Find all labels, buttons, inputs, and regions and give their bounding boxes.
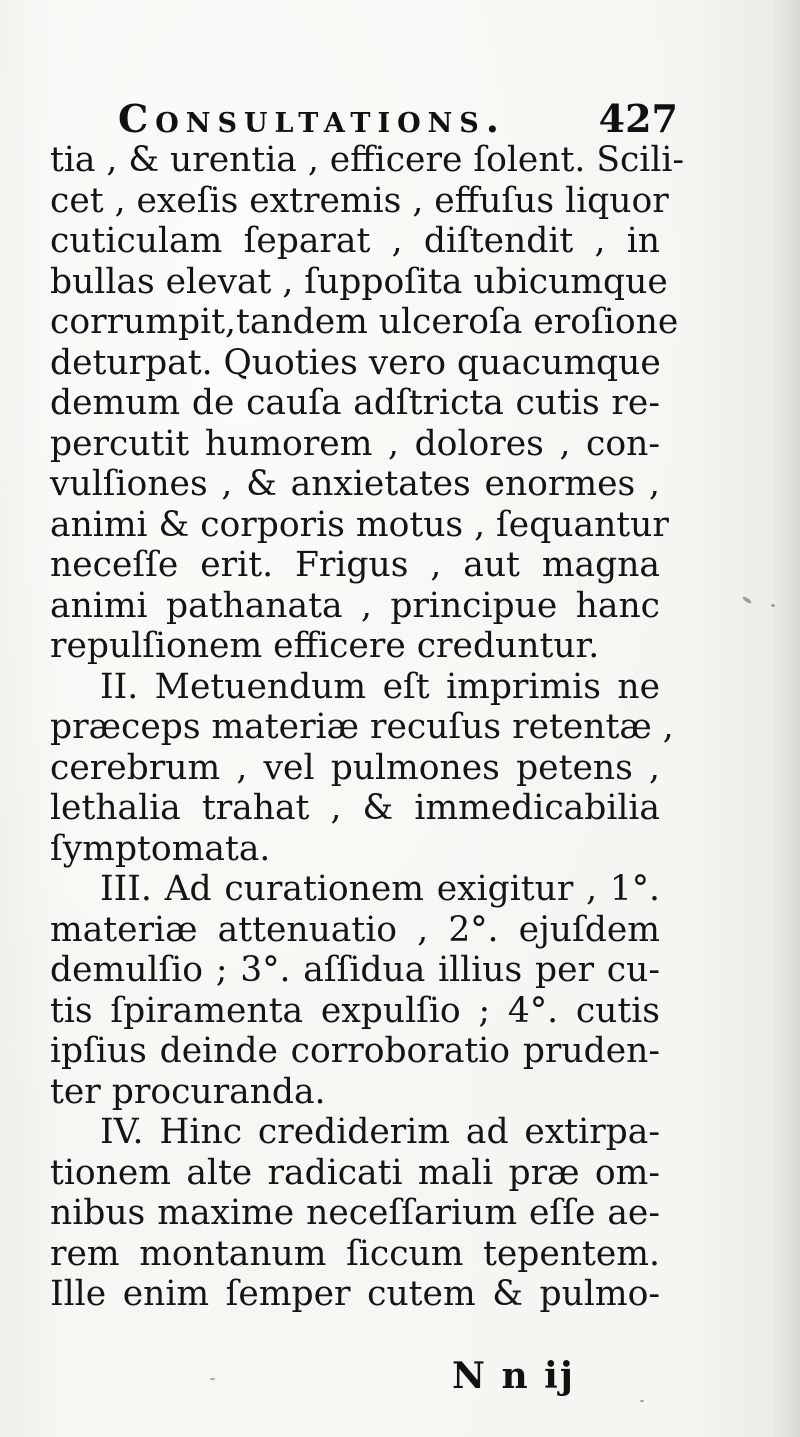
text-line: ſymptomata. <box>50 828 271 869</box>
text-line: tis ſpiramenta expulſio ; 4°. cutis <box>50 990 660 1031</box>
paragraph-start-line: III. Ad curationem exigitur , 1°. <box>100 869 660 909</box>
text-line: bullas elevat , ſuppoſita ubicumque <box>50 261 668 302</box>
text-line: animi & corporis motus , ſequantur <box>50 504 669 545</box>
text-line: vulſiones , & anxietates enormes , <box>50 464 660 504</box>
paper-speck <box>210 1378 215 1380</box>
page-edge-shadow <box>772 0 800 1437</box>
text-line: deturpat. Quoties vero quacumque <box>50 342 661 383</box>
page-number: 427 <box>598 96 678 141</box>
text-line: præceps materiæ recuſus retentæ , <box>50 707 674 747</box>
paper-speck <box>640 1400 644 1402</box>
text-line: demum de cauſa adſtricta cutis re- <box>50 383 660 423</box>
text-line: nibus maxime neceſſarium eſſe ae- <box>50 1193 660 1233</box>
text-line: cuticulam ſeparat , diſtendit , in <box>50 221 660 261</box>
paper-speck <box>742 595 752 604</box>
text-line: corrumpit,tandem ulceroſa eroſione <box>50 302 679 342</box>
running-title: Consultations. <box>118 96 507 141</box>
text-line: neceſſe erit. Frigus , aut magna <box>50 545 660 585</box>
text-line: materiæ attenuatio , 2°. ejuſdem <box>50 909 660 950</box>
text-line: animi pathanata , principue hanc <box>50 585 660 626</box>
text-line: Ille enim ſemper cutem & pulmo- <box>50 1274 660 1314</box>
text-line: rem montanum ſiccum tepentem. <box>50 1233 660 1274</box>
paragraph-start-line: IV. Hinc crediderim ad extirpa- <box>100 1112 660 1152</box>
paragraph-start-line: II. Metuendum eſt imprimis ne <box>100 666 660 707</box>
text-line: tionem alte radicati mali præ om- <box>50 1152 660 1193</box>
text-line: percutit humorem , dolores , con- <box>50 423 660 464</box>
text-line: ipſius deinde corroboratio pruden- <box>50 1031 660 1071</box>
signature-mark: N n ij <box>452 1355 575 1397</box>
text-line: demulſio ; 3°. aſſidua illius per cu- <box>50 950 660 990</box>
text-line: cet , exeſis extremis , effuſus liquor <box>50 180 669 221</box>
text-line: tia , & urentia , efficere ſolent. Scili- <box>50 140 685 180</box>
paper-speck <box>771 604 775 607</box>
body-text <box>50 140 685 1315</box>
text-line: cerebrum , vel pulmones petens , <box>50 747 660 788</box>
text-line: ter procuranda. <box>50 1071 326 1112</box>
text-line: repulſionem efficere creduntur. <box>50 626 600 666</box>
text-line: lethalia trahat , & immedicabilia <box>50 788 660 828</box>
